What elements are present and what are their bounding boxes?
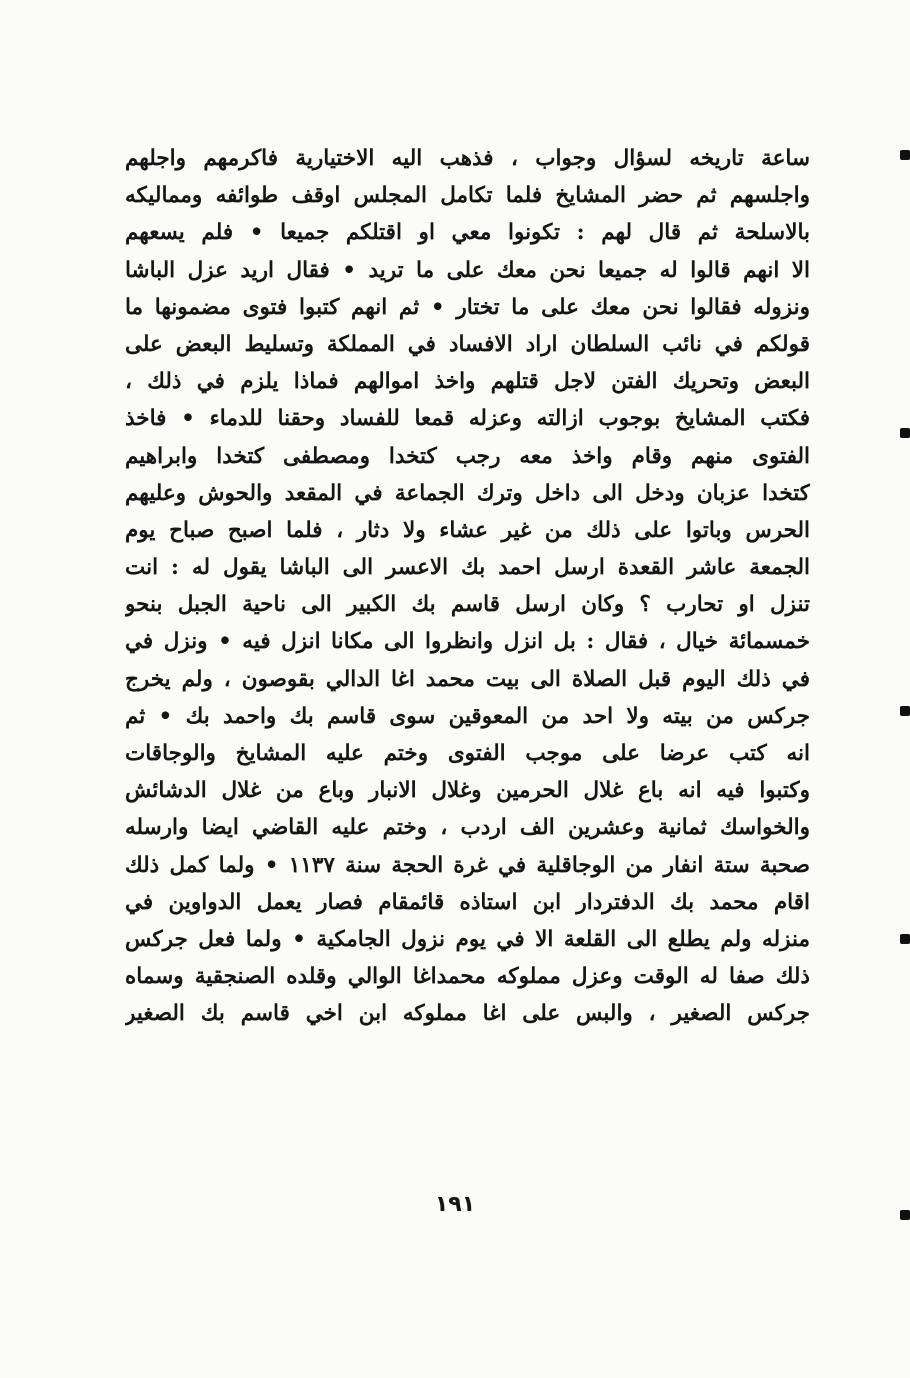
- text-line: الحرس وباتوا على ذلك من غير عشاء ولا دثار ، فلما اصبح صباح يوم: [125, 517, 810, 543]
- text-line: البعض وتحريك الفتن لاجل قتلهم واخذ اموالهم فماذا يلزم في ذلك ،: [125, 369, 810, 395]
- binding-mark: [900, 1210, 910, 1220]
- page-number: ١٩١: [434, 1192, 476, 1217]
- text-line: وكتبوا فيه انه باع غلال الحرمين وغلال الانبار وباع من غلال الدشائش: [125, 778, 810, 804]
- binding-mark: [900, 150, 910, 160]
- text-line: واجلسهم ثم حضر المشايخ فلما تكامل المجلس اوقف طوائفه ومماليكه: [125, 183, 810, 209]
- binding-mark: [900, 934, 910, 944]
- text-line: جركس من بيته ولا احد من المعوقين سوى قاسم بك واحمد بك • ثم: [125, 703, 810, 729]
- text-line: فكتب المشايخ بوجوب ازالته وعزله قمعا للفساد وحقنا للدماء • فاخذ: [125, 406, 810, 432]
- text-line: والخواسك ثمانية وعشرين الف اردب ، وختم عليه القاضي ايضا وارسله: [125, 815, 810, 841]
- text-line: كتخدا عزبان ودخل الى داخل وترك الجماعة في المقعد والحوش وعليهم: [125, 480, 810, 506]
- text-line: بالاسلحة ثم قال لهم : تكونوا معي او اقتلكم جميعا • فلم يسعهم: [125, 220, 810, 246]
- text-line: في ذلك اليوم قبل الصلاة الى بيت محمد اغا الدالي بقوصون ، ولم يخرج: [125, 666, 810, 692]
- text-line: تنزل او تحارب ؟ وكان ارسل قاسم بك الكبير الى ناحية الجبل بنحو: [125, 592, 810, 618]
- text-line: صحبة ستة انفار من الوجاقلية في غرة الحجة سنة ١١٣٧ • ولما كمل ذلك: [125, 852, 810, 878]
- text-line: ونزوله فقالوا نحن معك على ما تختار • ثم انهم كتبوا فتوى مضمونها ما: [125, 294, 810, 320]
- text-line: الا انهم قالوا له جميعا نحن معك على ما تريد • فقال اريد عزل الباشا: [125, 257, 810, 283]
- binding-mark: [900, 706, 910, 716]
- text-line: منزله ولم يطلع الى القلعة الا في يوم نزول الجامكية • ولما فعل جركس: [125, 926, 810, 952]
- text-line: ساعة تاريخه لسؤال وجواب ، فذهب اليه الاختيارية فاكرمهم واجلهم: [125, 146, 810, 171]
- text-line: ذلك صفا له الوقت وعزل مملوكه محمداغا الوالي وقلده الصنجقية وسماه: [125, 964, 810, 990]
- text-line: خمسمائة خيال ، فقال : بل انزل وانظروا الى مكانا انزل فيه • ونزل في: [125, 629, 810, 655]
- body-text: [125, 140, 810, 1033]
- text-line: انه كتب عرضا على موجب الفتوى وختم عليه المشايخ والوجاقات: [125, 741, 810, 766]
- text-line: الجمعة عاشر القعدة ارسل احمد بك الاعسر الى الباشا يقول له : انت: [125, 555, 810, 581]
- text-line: قولكم في نائب السلطان اراد الافساد في المملكة وتسليط البعض على: [125, 331, 810, 357]
- text-line: الفتوى منهم وقام واخذ معه رجب كتخدا ومصطفى كتخدا وابراهيم: [125, 443, 810, 469]
- binding-mark: [900, 428, 910, 438]
- text-line: اقام محمد بك الدفتردار ابن استاذه قائمقام فصار يعمل الدواوين في: [125, 889, 810, 915]
- text-line: جركس الصغير ، والبس على اغا مملوكه ابن اخي قاسم بك الصغير: [125, 1001, 810, 1027]
